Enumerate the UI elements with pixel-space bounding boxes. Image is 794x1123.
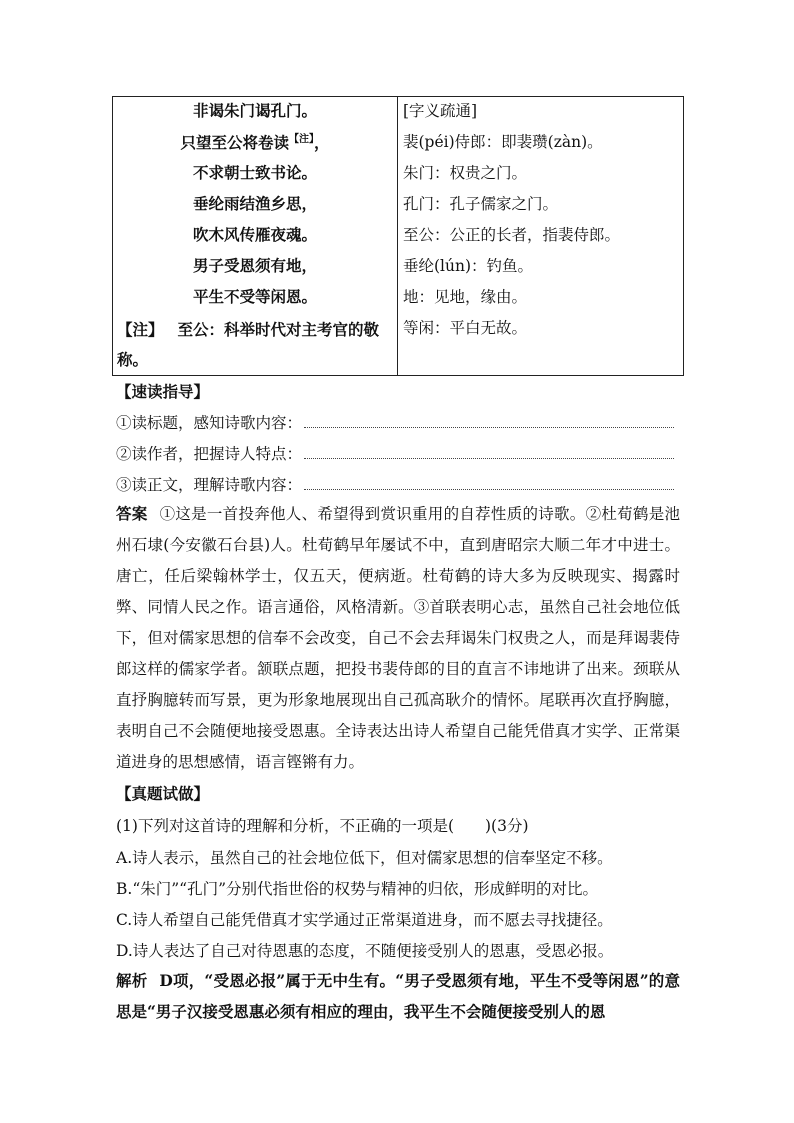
gloss-item: 至公：公正的长者，指裴侍郎。 bbox=[403, 226, 621, 244]
gloss-item: 孔门：孔子儒家之门。 bbox=[403, 195, 559, 213]
answer-blank[interactable] bbox=[304, 458, 674, 459]
exam-option-c: C.诗人希望自己能凭借真才实学通过正常渠道进身，而不愿去寻找捷径。 bbox=[116, 911, 613, 929]
note-marker: 【注】 bbox=[289, 134, 314, 145]
exam-option-a: A.诗人表示，虽然自己的社会地位低下，但对儒家思想的信奉坚定不移。 bbox=[116, 849, 613, 867]
poem-line-2: 只望至公将卷读$^{【注】}$， bbox=[180, 133, 330, 153]
gloss-item: 裴(péi)侍郎：即裴瓒(zàn)。 bbox=[403, 133, 603, 151]
gloss-item: 地：见地，缘由。 bbox=[403, 288, 528, 306]
gloss-column bbox=[403, 97, 681, 375]
guide-item-1: ①读标题，感知诗歌内容： bbox=[116, 411, 674, 433]
guide-heading: 【速读指导】 bbox=[116, 382, 210, 401]
answer-blank[interactable] bbox=[304, 427, 674, 428]
poem-line-1: 非谒朱门谒孔门。 bbox=[192, 101, 317, 120]
gloss-item: 垂纶(lún)：钓鱼。 bbox=[403, 257, 534, 275]
gloss-item: 朱门：权贵之门。 bbox=[403, 164, 528, 182]
poem-line-7: 平生不受等闲恩。 bbox=[192, 287, 317, 306]
exam-question: (1)下列对这首诗的理解和分析，不正确的一项是( )(3分) bbox=[116, 817, 529, 835]
analysis-label: 解析 bbox=[116, 971, 148, 990]
poem-line-6: 男子受恩须有地， bbox=[192, 256, 317, 275]
answer-paragraph: 答案 ①这是一首投奔他人、希望得到赏识重用的自荐性质的诗歌。②杜荀鹤是池州石埭(今安徽石台县)人。杜荀鹤早年屡试不中，直到唐昭宗大顺二年才中进士。唐亡，任后梁翰林学士，仅五天，便病逝。杜荀鹤的诗大多为反映现实、揭露时弊、同情人民之作。语言通俗，风格清新。③首联表明心志，虽然自己社会地位低下，但对儒家思想的信奉不会改变，自己不会去拜谒朱门权贵之人，而是拜谒裴侍郎这样的儒家学者。颔联点题，把投书裴侍郎的目的直言不讳地讲了出来。颈联从直抒胸臆转而写景，更为形象地展现出自己孤高耿介的情怀。尾联再次直抒胸臆，表明自己不会随便地接受恩惠。全诗表达出诗人希望自己能凭借真才实学、正常渠道进身的思想感情，语言铿锵有力。 bbox=[116, 504, 680, 771]
answer-label: 答案 bbox=[116, 504, 148, 523]
gloss-title: [字义疏通] bbox=[403, 102, 478, 120]
table-divider bbox=[397, 97, 398, 375]
poem-note: 【注】 至公：科举时代对主考官的敬称。 bbox=[117, 320, 380, 369]
poem-line-4: 垂纶雨结渔乡思， bbox=[192, 194, 317, 213]
exam-option-d: D.诗人表达了自己对待恩惠的态度，不随便接受别人的恩惠，受恩必报。 bbox=[116, 942, 614, 960]
poem-line-3: 不求朝士致书论。 bbox=[192, 163, 317, 182]
guide-item-2: ②读作者，把握诗人特点： bbox=[116, 442, 674, 464]
exam-option-b: B.“朱门”“孔门”分别代指世俗的权势与精神的归依，形成鲜明的对比。 bbox=[116, 880, 599, 898]
gloss-item: 等闲：平白无故。 bbox=[403, 319, 528, 337]
answer-blank[interactable] bbox=[304, 489, 674, 490]
guide-item-3: ③读正文，理解诗歌内容： bbox=[116, 473, 674, 495]
exam-heading: 【真题试做】 bbox=[116, 784, 210, 803]
poem-column bbox=[113, 97, 397, 375]
poem-table bbox=[112, 96, 684, 376]
analysis-paragraph: 解析 D项，“受恩必报”属于无中生有。“男子受恩须有地，平生不受等闲恩”的意思是“男子汉接受恩惠必须有相应的理由，我平生不会随便接受别人的恩 bbox=[116, 971, 680, 1021]
poem-line-5: 吹木风传雁夜魂。 bbox=[192, 225, 317, 244]
